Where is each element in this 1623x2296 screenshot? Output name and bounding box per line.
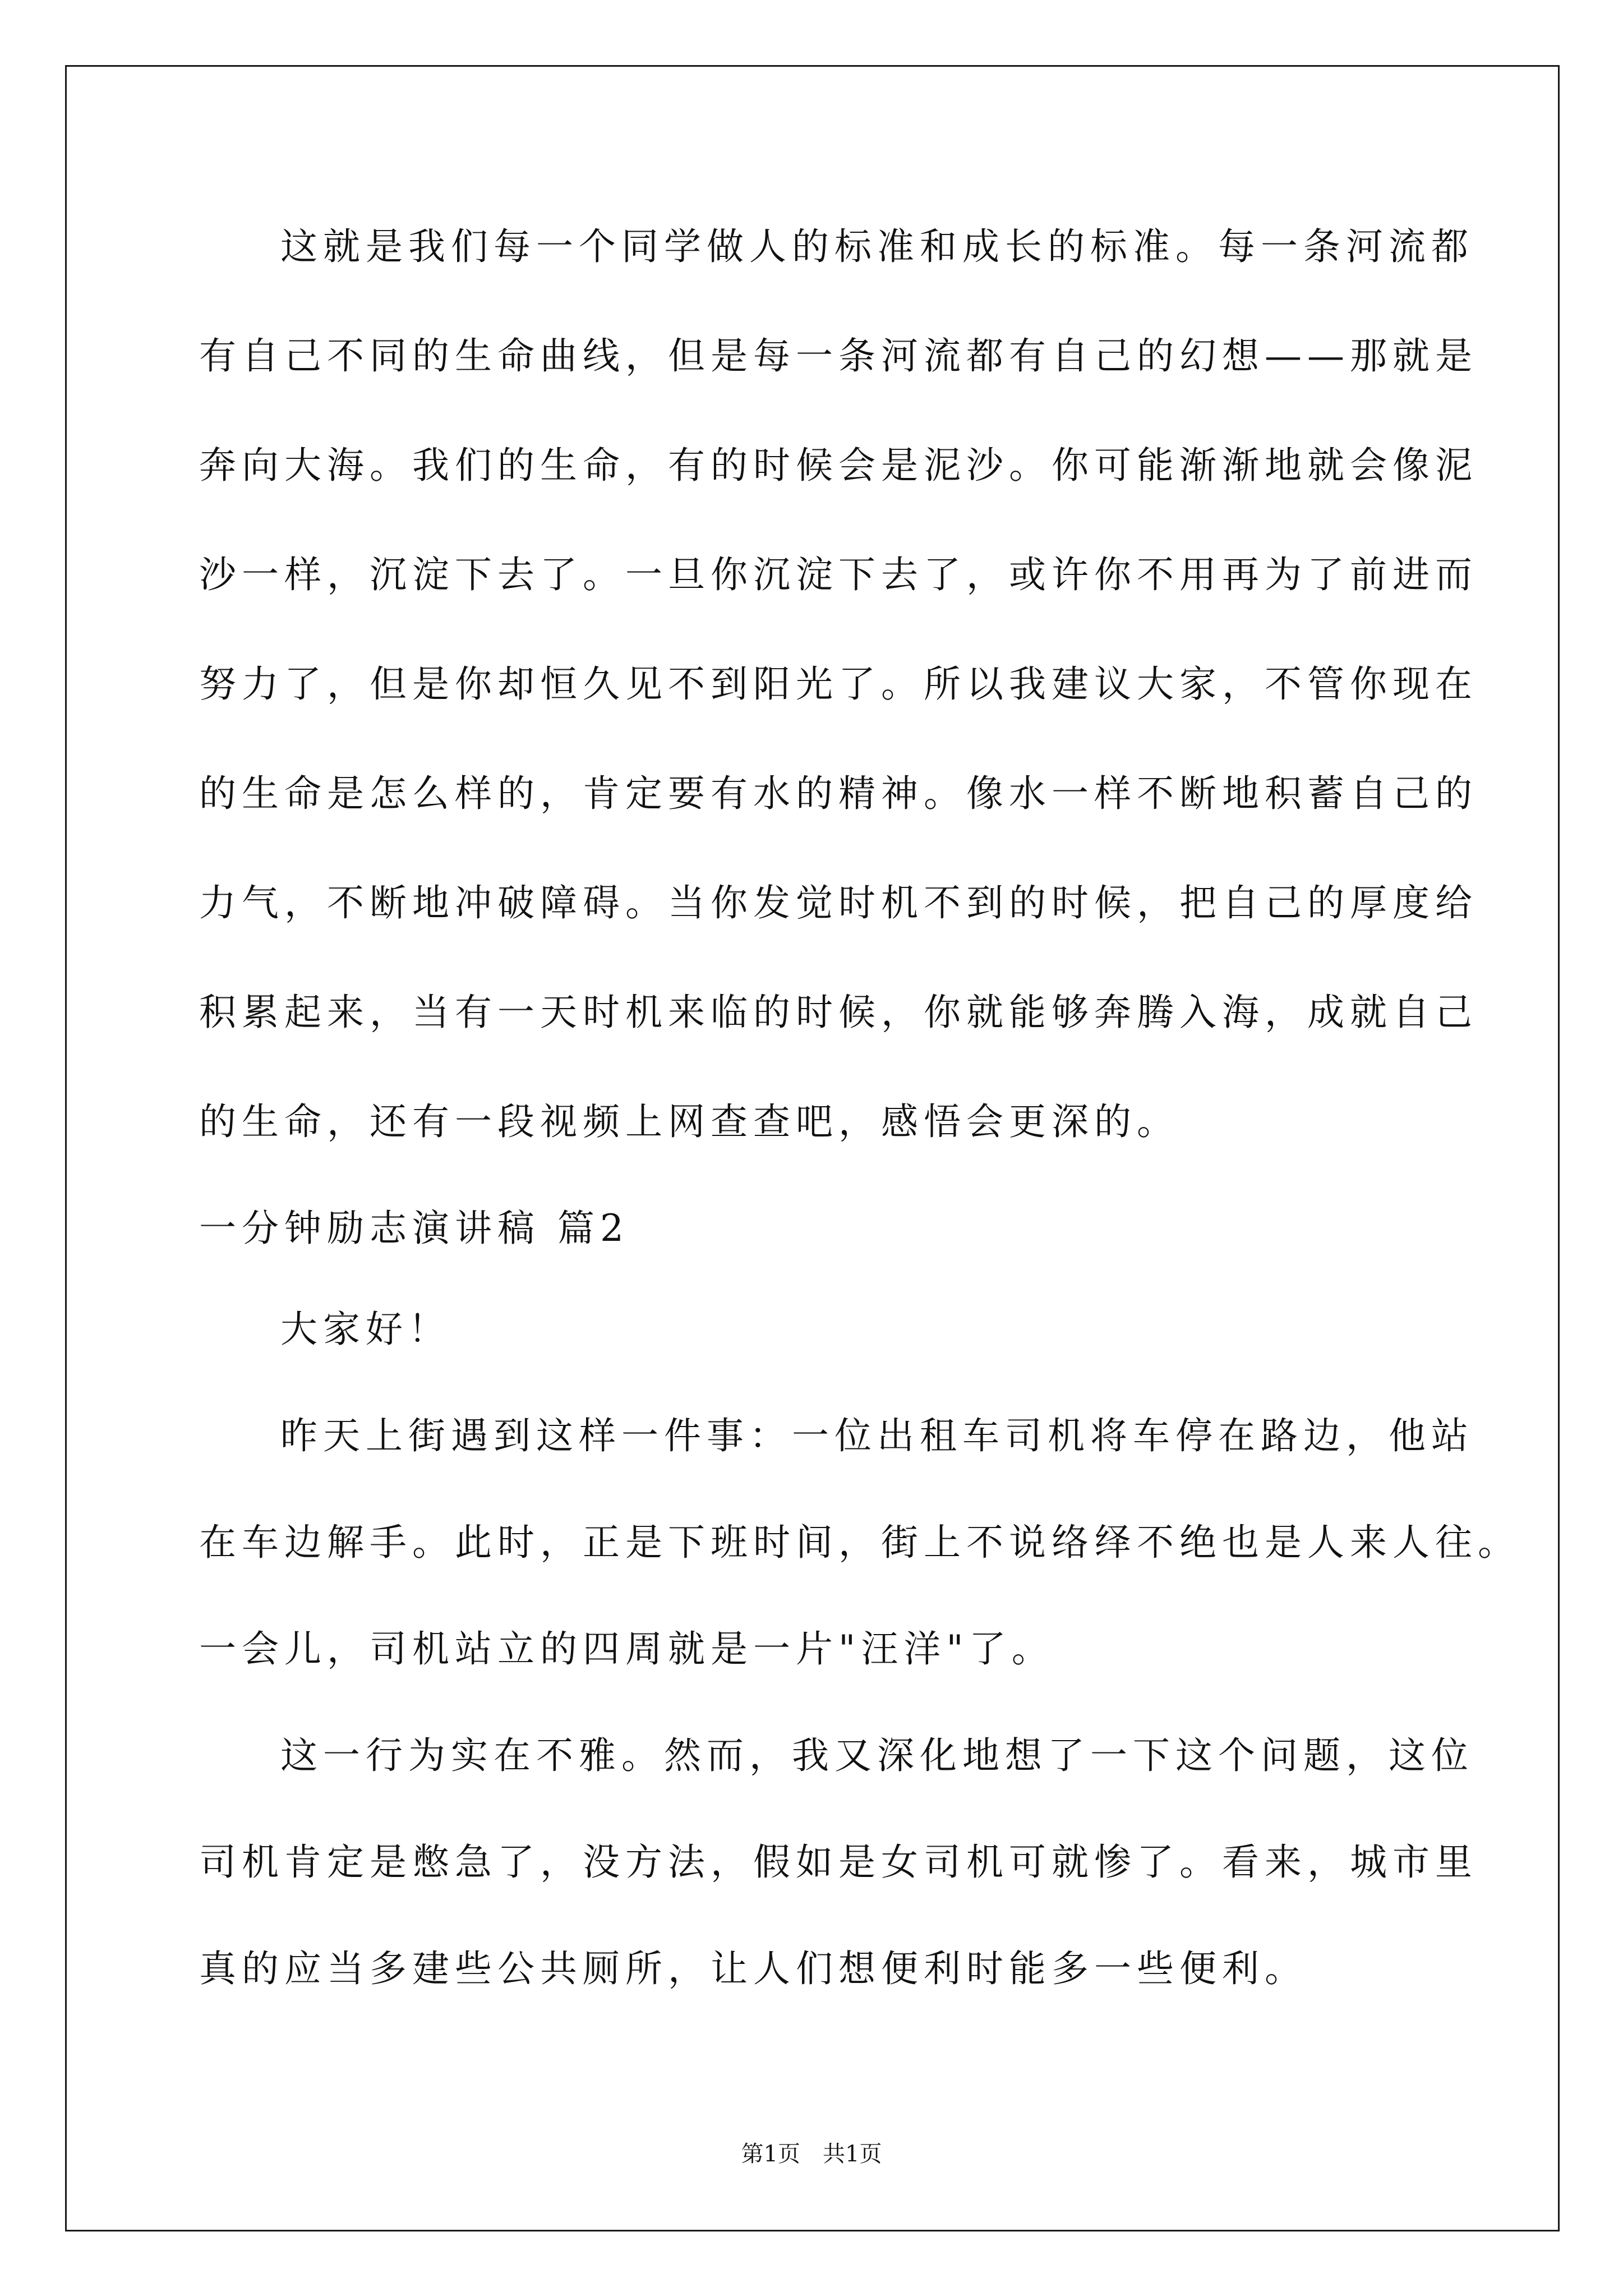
paragraph-line: 司机肯定是憋急了，没方法，假如是女司机可就惨了。看来，城市里 bbox=[199, 1841, 1478, 1884]
paragraph-line: 的生命，还有一段视频上网查查吧，感悟会更深的。 bbox=[199, 1100, 1179, 1143]
page-number: 第1页 共1页 bbox=[741, 2141, 882, 2167]
paragraph-line: 这就是我们每一个同学做人的标准和成长的标准。每一条河流都 bbox=[280, 225, 1474, 268]
paragraph-line: 有自己不同的生命曲线，但是每一条河流都有自己的幻想——那就是 bbox=[199, 334, 1478, 378]
paragraph-line: 在车边解手。此时，正是下班时间，街上不说络绎不绝也是人来人往。 bbox=[199, 1521, 1520, 1564]
paragraph-line: 力气，不断地冲破障碍。当你发觉时机不到的时候，把自己的厚度给 bbox=[199, 881, 1478, 924]
section-heading: 一分钟励志演讲稿 篇2 bbox=[199, 1207, 629, 1250]
page-border bbox=[65, 65, 1560, 2231]
paragraph-line: 奔向大海。我们的生命，有的时候会是泥沙。你可能渐渐地就会像泥 bbox=[199, 444, 1478, 487]
paragraph-line: 积累起来，当有一天时机来临的时候，你就能够奔腾入海，成就自己 bbox=[199, 991, 1478, 1034]
paragraph-line: 的生命是怎么样的，肯定要有水的精神。像水一样不断地积蓄自己的 bbox=[199, 772, 1478, 815]
paragraph-line: 一会儿，司机站立的四周就是一片"汪洋"了。 bbox=[199, 1627, 1054, 1671]
greeting: 大家好！ bbox=[280, 1308, 451, 1351]
paragraph-line: 这一行为实在不雅。然而，我又深化地想了一下这个问题，这位 bbox=[280, 1734, 1474, 1777]
paragraph-line: 沙一样，沉淀下去了。一旦你沉淀下去了，或许你不用再为了前进而 bbox=[199, 553, 1478, 596]
paragraph-line: 努力了，但是你却恒久见不到阳光了。所以我建议大家，不管你现在 bbox=[199, 662, 1478, 706]
paragraph-line: 真的应当多建些公共厕所，让人们想便利时能多一些便利。 bbox=[199, 1947, 1307, 1990]
paragraph-line: 昨天上街遇到这样一件事：一位出租车司机将车停在路边，他站 bbox=[280, 1414, 1474, 1457]
